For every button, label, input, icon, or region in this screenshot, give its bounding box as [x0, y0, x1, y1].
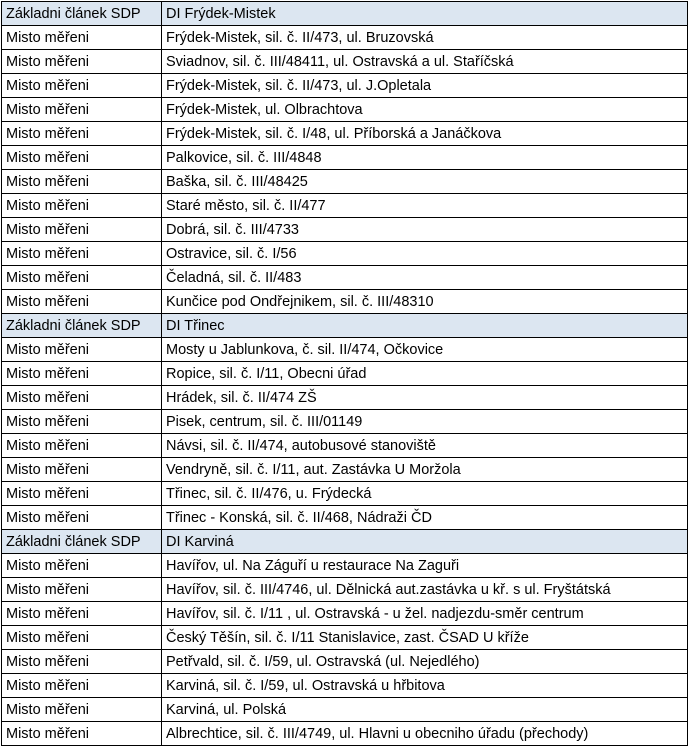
location-cell: Albrechtice, sil. č. III/4749, ul. Hlavni u obecniho úřadu (přechody)	[162, 722, 688, 746]
row-label-cell: Misto měřeni	[2, 698, 162, 722]
table-row	[2, 290, 688, 314]
row-label-cell: Misto měřeni	[2, 674, 162, 698]
group-header-value: DI Frýdek-Mistek	[162, 2, 688, 26]
group-header-value: DI Karviná	[162, 530, 688, 554]
row-label-cell: Misto měřeni	[2, 626, 162, 650]
location-cell: Čeladná, sil. č. II/483	[162, 266, 688, 290]
table-row	[2, 170, 688, 194]
group-header-label: Základni článek SDP	[2, 2, 162, 26]
location-cell: Ropice, sil. č. I/11, Obecni úřad	[162, 362, 688, 386]
row-label-cell: Misto měřeni	[2, 482, 162, 506]
group-header-label: Základni článek SDP	[2, 314, 162, 338]
group-header-row	[2, 530, 688, 554]
row-label-cell: Misto měřeni	[2, 122, 162, 146]
row-label-cell: Misto měřeni	[2, 290, 162, 314]
row-label-cell: Misto měřeni	[2, 98, 162, 122]
table-row	[2, 362, 688, 386]
row-label-cell: Misto měřeni	[2, 434, 162, 458]
row-label-cell: Misto měřeni	[2, 194, 162, 218]
row-label-cell: Misto měřeni	[2, 218, 162, 242]
location-cell: Ostravice, sil. č. I/56	[162, 242, 688, 266]
location-cell: Mosty u Jablunkova, č. sil. II/474, Očkovice	[162, 338, 688, 362]
table-row	[2, 722, 688, 746]
location-cell: Frýdek-Mistek, ul. Olbrachtova	[162, 98, 688, 122]
location-cell: Třinec, sil. č. II/476, u. Frýdecká	[162, 482, 688, 506]
table-row	[2, 698, 688, 722]
row-label-cell: Misto měřeni	[2, 266, 162, 290]
table-row	[2, 674, 688, 698]
row-label-cell: Misto měřeni	[2, 554, 162, 578]
location-cell: Frýdek-Mistek, sil. č. I/48, ul. Příborská a Janáčkova	[162, 122, 688, 146]
row-label-cell: Misto měřeni	[2, 146, 162, 170]
location-cell: Palkovice, sil. č. III/4848	[162, 146, 688, 170]
location-cell: Hrádek, sil. č. II/474 ZŠ	[162, 386, 688, 410]
row-label-cell: Misto měřeni	[2, 722, 162, 746]
table-row	[2, 482, 688, 506]
table-body	[2, 2, 688, 746]
table-row	[2, 242, 688, 266]
location-cell: Karviná, ul. Polská	[162, 698, 688, 722]
group-header-row	[2, 314, 688, 338]
location-cell: Frýdek-Mistek, sil. č. II/473, ul. J.Opletala	[162, 74, 688, 98]
location-cell: Dobrá, sil. č. III/4733	[162, 218, 688, 242]
location-cell: Český Těšín, sil. č. I/11 Stanislavice, zast. ČSAD U kříže	[162, 626, 688, 650]
table-row	[2, 146, 688, 170]
table-row	[2, 50, 688, 74]
group-header-label: Základni článek SDP	[2, 530, 162, 554]
row-label-cell: Misto měřeni	[2, 362, 162, 386]
row-label-cell: Misto měřeni	[2, 170, 162, 194]
table-row	[2, 554, 688, 578]
location-cell: Sviadnov, sil. č. III/48411, ul. Ostravská a ul. Staříčská	[162, 50, 688, 74]
location-cell: Karviná, sil. č. I/59, ul. Ostravská u hřbitova	[162, 674, 688, 698]
table-row	[2, 458, 688, 482]
location-cell: Petřvald, sil. č. I/59, ul. Ostravská (ul. Nejedlého)	[162, 650, 688, 674]
location-cell: Frýdek-Mistek, sil. č. II/473, ul. Bruzovská	[162, 26, 688, 50]
location-cell: Baška, sil. č. III/48425	[162, 170, 688, 194]
location-cell: Kunčice pod Ondřejnikem, sil. č. III/48310	[162, 290, 688, 314]
row-label-cell: Misto měřeni	[2, 26, 162, 50]
table-row	[2, 122, 688, 146]
row-label-cell: Misto měřeni	[2, 458, 162, 482]
row-label-cell: Misto měřeni	[2, 74, 162, 98]
location-cell: Pisek, centrum, sil. č. III/01149	[162, 410, 688, 434]
table-row	[2, 626, 688, 650]
table-row	[2, 98, 688, 122]
table-row	[2, 386, 688, 410]
row-label-cell: Misto měřeni	[2, 50, 162, 74]
table-row	[2, 578, 688, 602]
measurement-locations-table	[1, 1, 688, 746]
table-row	[2, 74, 688, 98]
table-row	[2, 434, 688, 458]
table-row	[2, 338, 688, 362]
table-row	[2, 26, 688, 50]
row-label-cell: Misto měřeni	[2, 338, 162, 362]
row-label-cell: Misto měřeni	[2, 506, 162, 530]
row-label-cell: Misto měřeni	[2, 242, 162, 266]
table-row	[2, 650, 688, 674]
row-label-cell: Misto měřeni	[2, 410, 162, 434]
location-cell: Vendryně, sil. č. I/11, aut. Zastávka U Moržola	[162, 458, 688, 482]
group-header-value: DI Třinec	[162, 314, 688, 338]
location-cell: Návsi, sil. č. II/474, autobusové stanoviště	[162, 434, 688, 458]
location-cell: Staré město, sil. č. II/477	[162, 194, 688, 218]
row-label-cell: Misto měřeni	[2, 602, 162, 626]
location-cell: Havířov, ul. Na Záguří u restaurace Na Zaguři	[162, 554, 688, 578]
row-label-cell: Misto měřeni	[2, 578, 162, 602]
row-label-cell: Misto měřeni	[2, 650, 162, 674]
location-cell: Třinec - Konská, sil. č. II/468, Nádraži ČD	[162, 506, 688, 530]
table-row	[2, 602, 688, 626]
table-row	[2, 266, 688, 290]
row-label-cell: Misto měřeni	[2, 386, 162, 410]
location-cell: Havířov, sil. č. III/4746, ul. Dělnická aut.zastávka u kř. s ul. Fryštátská	[162, 578, 688, 602]
group-header-row	[2, 2, 688, 26]
table-row	[2, 410, 688, 434]
table-row	[2, 218, 688, 242]
table-row	[2, 506, 688, 530]
location-cell: Havířov, sil. č. I/11 , ul. Ostravská - u žel. nadjezdu-směr centrum	[162, 602, 688, 626]
table-row	[2, 194, 688, 218]
